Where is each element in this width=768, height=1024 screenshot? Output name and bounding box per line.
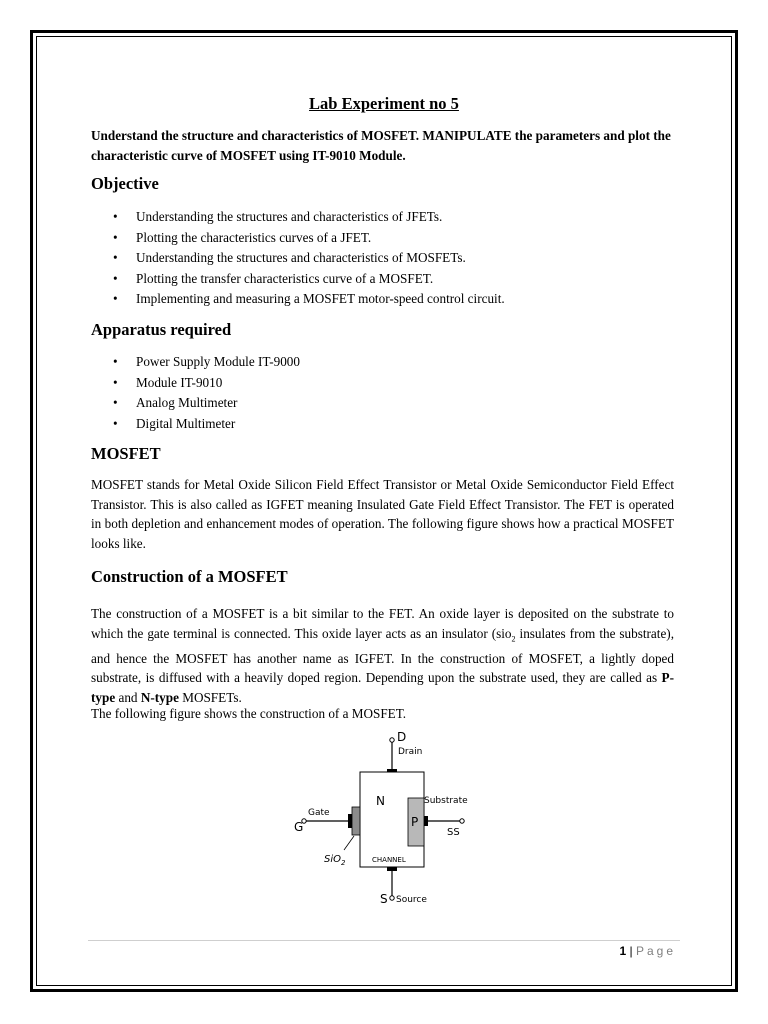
substrate-terminal xyxy=(460,819,464,823)
gate-label: Gate xyxy=(308,808,330,818)
mosfet-paragraph: MOSFET stands for Metal Oxide Silicon Field Effect Transistor or Metal Oxide Semiconductor Field Effect Transistor. This is also called as IGFET meaning Insulated Gate Field Effect Transistor. The FET is operated in both depletion and enhancement modes of operation. The following figure shows how a practical MOSFET looks like. xyxy=(91,477,674,551)
list-item: • Understanding the structures and characteristics of MOSFETs. xyxy=(91,248,505,269)
drain-letter: D xyxy=(397,730,407,744)
source-label: Source xyxy=(396,895,427,905)
list-item: • Understanding the structures and characteristics of JFETs. xyxy=(91,207,505,228)
channel-label: CHANNEL xyxy=(372,856,406,864)
mosfet-construction-diagram xyxy=(280,728,480,908)
source-contact xyxy=(387,867,397,871)
footer-divider xyxy=(88,940,680,941)
list-item: • Digital Multimeter xyxy=(91,414,300,435)
page-separator: | xyxy=(629,944,633,958)
substrate-contact xyxy=(424,816,428,826)
apparatus-list xyxy=(91,352,300,434)
list-item: • Analog Multimeter xyxy=(91,393,300,414)
bullet-icon: • xyxy=(113,415,118,431)
bullet-icon: • xyxy=(113,209,118,224)
source-letter: S xyxy=(380,892,388,906)
bullet-icon: • xyxy=(113,395,118,410)
n-label: N xyxy=(376,794,385,808)
substrate-label: Substrate xyxy=(424,796,468,806)
source-terminal xyxy=(390,896,394,900)
objective-heading: Objective xyxy=(91,174,159,193)
list-item: • Implementing and measuring a MOSFET motor-speed control circuit. xyxy=(91,289,505,310)
bullet-icon: • xyxy=(113,354,118,369)
gate-contact xyxy=(348,814,352,828)
list-item: • Plotting the characteristics curves of a JFET. xyxy=(91,228,505,249)
bullet-icon: • xyxy=(113,229,118,245)
page-footer xyxy=(619,944,676,958)
figure-caption: The following figure shows the construction of a MOSFET. xyxy=(91,706,407,721)
drain-terminal xyxy=(390,738,394,742)
bullet-icon: • xyxy=(113,250,118,265)
page-title: Lab Experiment no 5 xyxy=(309,94,459,113)
objective-list xyxy=(91,207,505,310)
list-item: • Module IT-9010 xyxy=(91,373,300,394)
drain-label: Drain xyxy=(398,747,423,757)
mosfet-heading: MOSFET xyxy=(91,444,161,463)
bullet-icon: • xyxy=(113,291,118,306)
p-label: P xyxy=(411,815,419,829)
list-item: • Power Supply Module IT-9000 xyxy=(91,352,300,373)
sio2-label: SiO$_2$ xyxy=(324,854,346,867)
apparatus-heading: Apparatus required xyxy=(91,320,232,339)
page-number: 1 xyxy=(619,944,627,958)
bullet-icon: • xyxy=(113,374,118,390)
list-item: • Plotting the transfer characteristics curve of a MOSFET. xyxy=(91,269,505,290)
sio2-pointer xyxy=(344,836,354,850)
page-word: Page xyxy=(635,944,676,958)
intro-paragraph: Understand the structure and characteristics of MOSFET. MANIPULATE the parameters and plot the characteristic curve of MOSFET using IT-9010 Module. xyxy=(91,128,671,163)
sio2-layer xyxy=(352,807,360,835)
construction-paragraph: The construction of a MOSFET is a bit similar to the FET. An oxide layer is deposited on the substrate to which the gate terminal is connected. This oxide layer acts as an insulator (sio$_2$ insulates from the substrate), and hence the MOSFET has another name as IGFET. In the construction of MOSFET, a lightly doped substrate, is diffused with a heavily doped region. Depending upon the substrate used, they are called as P-type and N-type MOSFETs. xyxy=(91,606,674,706)
gate-letter: G xyxy=(294,820,304,834)
bullet-icon: • xyxy=(113,270,118,286)
ss-label: SS xyxy=(447,827,460,838)
construction-heading: Construction of a MOSFET xyxy=(91,567,288,586)
